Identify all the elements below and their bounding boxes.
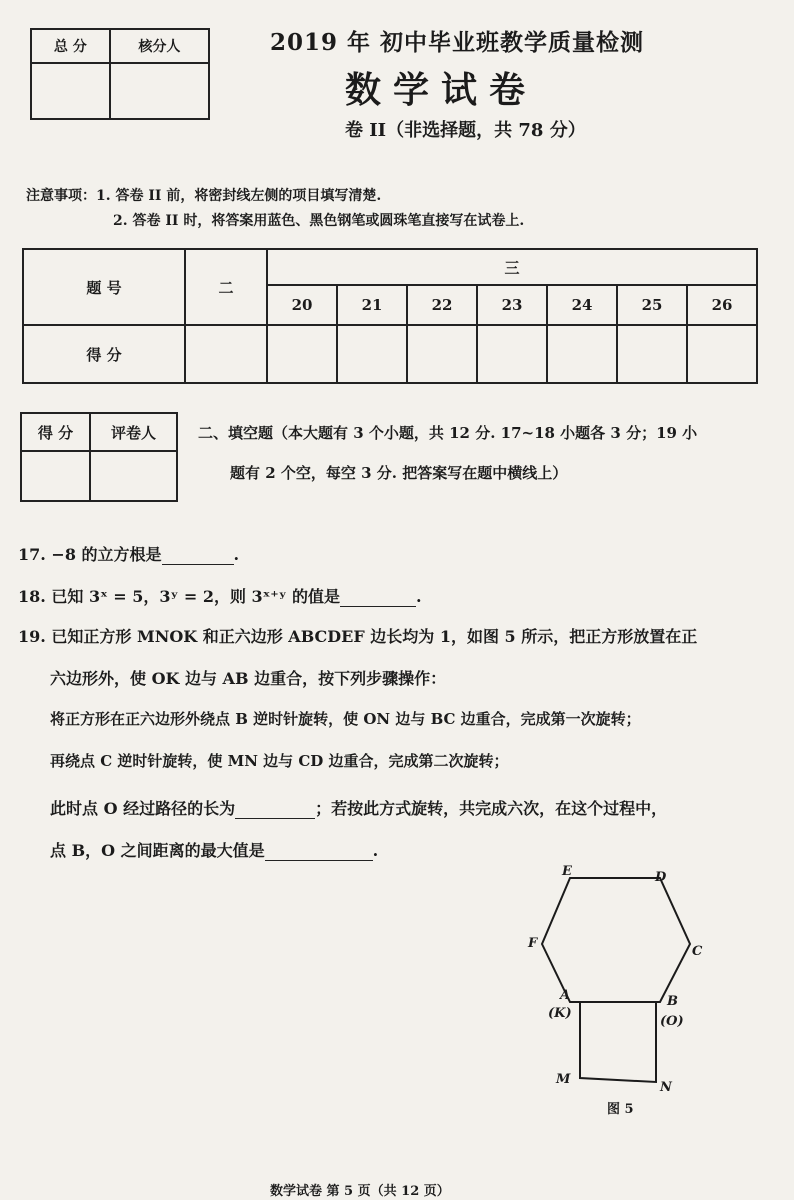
question-19-line-4: 再绕点 C 逆时针旋转，使 MN 边与 CD 边重合，完成第二次旋转； bbox=[50, 752, 509, 770]
checker-header: 核分人 bbox=[110, 29, 209, 63]
question-header: 23 bbox=[477, 285, 547, 325]
question-19-line-2: 六边形外，使 OK 边与 AB 边重合，按下列步骤操作： bbox=[50, 669, 447, 688]
page-footer: 数学试卷 第 5 页（共 12 页） bbox=[270, 1184, 450, 1199]
question-17-text: 17. −8 的立方根是 bbox=[18, 545, 162, 564]
question-header: 26 bbox=[687, 285, 757, 325]
answer-blank-17[interactable] bbox=[162, 548, 234, 565]
question-header: 24 bbox=[547, 285, 617, 325]
score-row-label: 得 分 bbox=[23, 325, 185, 383]
figure-caption: 图 5 bbox=[607, 1102, 634, 1117]
question-header: 22 bbox=[407, 285, 477, 325]
notice-line-1: 注意事项：1. 答卷 II 前，将密封线左侧的项目填写清楚. bbox=[26, 188, 382, 204]
question-18-text: 18. 已知 3ˣ = 5，3ʸ = 2，则 3ˣ⁺ʸ 的值是 bbox=[18, 587, 341, 606]
question-19-line-3: 将正方形在正六边形外绕点 B 逆时针旋转，使 ON 边与 BC 边重合，完成第一次旋转； bbox=[50, 710, 641, 728]
answer-blank-19b[interactable] bbox=[265, 844, 373, 861]
question-17: 17. −8 的立方根是 . bbox=[18, 545, 240, 564]
exam-title: 2019 年 初中毕业班教学质量检测 bbox=[270, 29, 645, 56]
label-A: A bbox=[560, 988, 571, 1003]
label-F: F bbox=[528, 936, 538, 951]
paper-subtitle: 卷 II（非选择题，共 78 分） bbox=[345, 120, 586, 141]
label-N: N bbox=[660, 1080, 672, 1095]
question-number-label: 题 号 bbox=[23, 249, 185, 325]
label-M: M bbox=[556, 1072, 571, 1087]
question-header: 20 bbox=[267, 285, 337, 325]
section-instructions-1: 二、填空题（本大题有 3 个小题，共 12 分. 17~18 小题各 3 分；19 小 bbox=[198, 424, 698, 442]
grader-box bbox=[20, 412, 178, 502]
total-score-header: 总 分 bbox=[31, 29, 110, 63]
label-B: B bbox=[667, 994, 678, 1009]
section-instructions-2: 题有 2 个空，每空 3 分. 把答案写在题中横线上） bbox=[230, 464, 568, 482]
question-header: 25 bbox=[617, 285, 687, 325]
paper-title: 数学试卷 bbox=[345, 69, 538, 111]
question-19-line-6: 点 B，O 之间距离的最大值是 . bbox=[50, 841, 379, 860]
score-cell[interactable] bbox=[407, 325, 477, 383]
question-19-line-1: 19. 已知正方形 MNOK 和正六边形 ABCDEF 边长均为 1，如图 5 所示，把正方形放置在正 bbox=[18, 627, 698, 646]
label-E: E bbox=[562, 864, 572, 879]
score-cell[interactable] bbox=[617, 325, 687, 383]
score-cell[interactable] bbox=[477, 325, 547, 383]
score-cell[interactable] bbox=[547, 325, 617, 383]
label-O: (O) bbox=[660, 1014, 684, 1029]
hexagon bbox=[542, 878, 690, 1002]
answer-blank-19a[interactable] bbox=[235, 802, 315, 819]
square bbox=[580, 1002, 656, 1082]
label-K: (K) bbox=[548, 1006, 572, 1021]
grader-score-cell[interactable] bbox=[21, 451, 90, 501]
score-cell[interactable] bbox=[687, 325, 757, 383]
grader-name-header: 评卷人 bbox=[90, 413, 177, 451]
score-cell[interactable] bbox=[267, 325, 337, 383]
score-cell[interactable] bbox=[185, 325, 267, 383]
answer-blank-18[interactable] bbox=[340, 590, 416, 607]
question-19-text-5b: ；若按此方式旋转，共完成六次，在这个过程中， bbox=[315, 799, 668, 818]
notice-line-2: 2. 答卷 II 时，将答案用蓝色、黑色钢笔或圆珠笔直接写在试卷上. bbox=[113, 213, 525, 229]
question-19-line-5 bbox=[50, 796, 667, 819]
label-C: C bbox=[692, 944, 703, 959]
question-19-text-5a: 此时点 O 经过路径的长为 bbox=[50, 799, 236, 818]
section-2-header: 二 bbox=[185, 249, 267, 325]
label-D: D bbox=[655, 870, 667, 885]
figure-5 bbox=[520, 860, 720, 1090]
question-19-text-6: 点 B，O 之间距离的最大值是 bbox=[50, 841, 265, 860]
total-score-cell[interactable] bbox=[31, 63, 110, 119]
question-18: 18. 已知 3ˣ = 5，3ʸ = 2，则 3ˣ⁺ʸ 的值是 . bbox=[18, 587, 422, 606]
question-header: 21 bbox=[337, 285, 407, 325]
total-score-box bbox=[30, 28, 210, 120]
grader-name-cell[interactable] bbox=[90, 451, 177, 501]
section-3-header: 三 bbox=[267, 249, 757, 285]
grader-score-header: 得 分 bbox=[21, 413, 90, 451]
score-table bbox=[22, 248, 758, 384]
checker-cell[interactable] bbox=[110, 63, 209, 119]
score-cell[interactable] bbox=[337, 325, 407, 383]
